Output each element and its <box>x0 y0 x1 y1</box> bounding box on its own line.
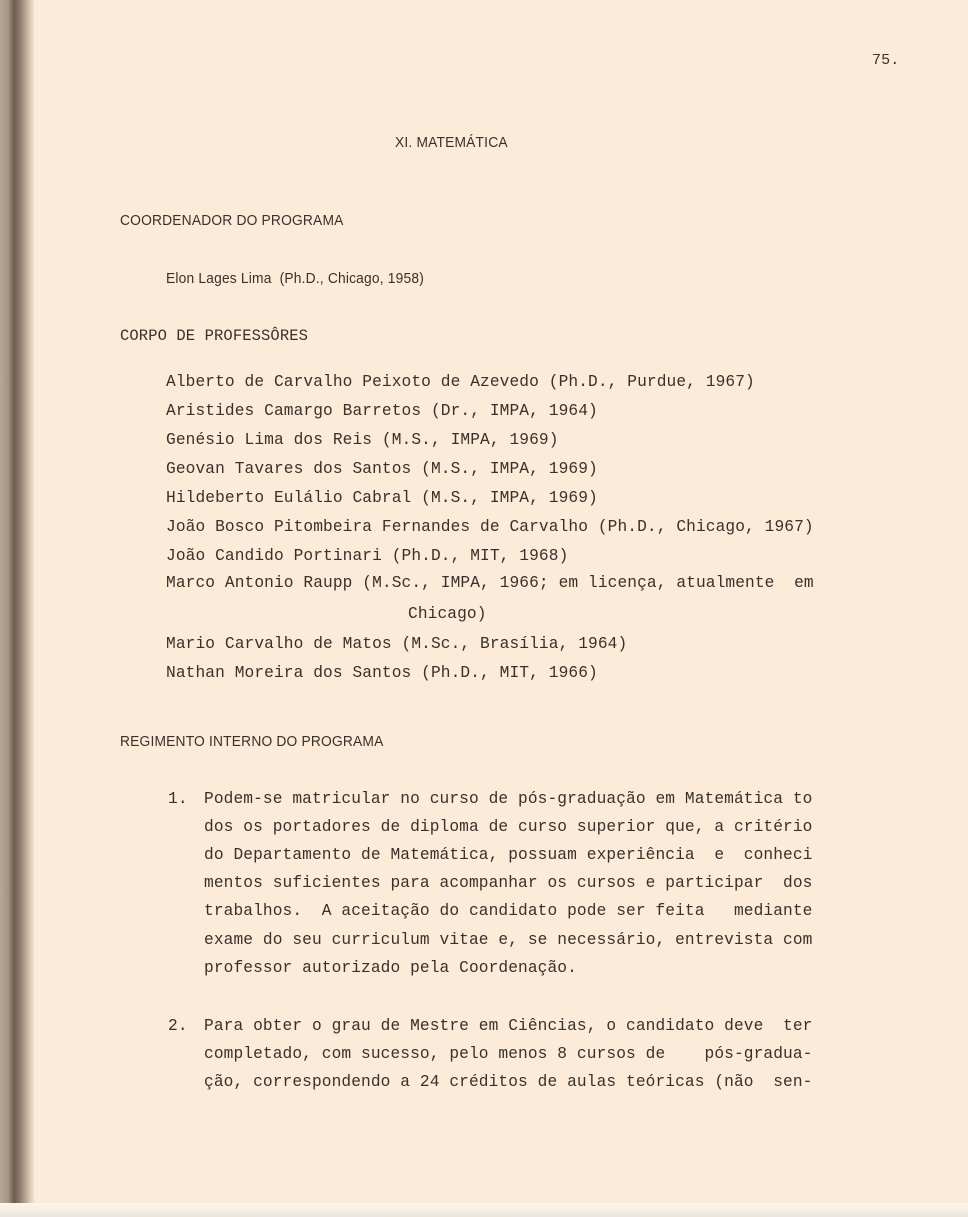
regulation-line: dos os portadores de diploma de curso superior que, a critério <box>204 818 813 836</box>
faculty-member: Genésio Lima dos Reis (M.S., IMPA, 1969) <box>166 431 559 449</box>
regulation-line: completado, com sucesso, pelo menos 8 cursos de pós-gradua- <box>204 1045 813 1063</box>
page-bottom-edge <box>0 1203 968 1217</box>
regulation-line: Para obter o grau de Mestre em Ciências, o candidato deve ter <box>204 1017 813 1035</box>
section-title: XI. MATEMÁTICA <box>395 134 508 151</box>
regulation-line: exame do seu curriculum vitae e, se necessário, entrevista com <box>204 931 813 949</box>
regulation-line: do Departamento de Matemática, possuam experiência e conheci <box>204 846 813 864</box>
regulation-number: 1. <box>168 790 188 808</box>
regulation-line: professor autorizado pela Coordenação. <box>204 959 577 977</box>
faculty-member: João Bosco Pitombeira Fernandes de Carvalho (Ph.D., Chicago, 1967) <box>166 518 814 536</box>
faculty-member: Aristides Camargo Barretos (Dr., IMPA, 1964) <box>166 402 598 420</box>
regulations-heading: REGIMENTO INTERNO DO PROGRAMA <box>120 733 384 750</box>
faculty-member: Marco Antonio Raupp (M.Sc., IMPA, 1966; em licença, atualmente em <box>166 574 814 592</box>
faculty-member: Nathan Moreira dos Santos (Ph.D., MIT, 1966) <box>166 664 598 682</box>
book-binding-shadow <box>0 0 34 1217</box>
faculty-member: João Candido Portinari (Ph.D., MIT, 1968) <box>166 547 569 565</box>
faculty-heading: CORPO DE PROFESSÔRES <box>120 327 309 345</box>
regulation-line: trabalhos. A aceitação do candidato pode ser feita mediante <box>204 902 813 920</box>
regulation-number: 2. <box>168 1017 188 1035</box>
coordinator-heading: COORDENADOR DO PROGRAMA <box>120 212 344 229</box>
page-number: 75. <box>872 52 900 69</box>
faculty-member: Mario Carvalho de Matos (M.Sc., Brasília, 1964) <box>166 635 628 653</box>
coordinator-name: Elon Lages Lima (Ph.D., Chicago, 1958) <box>166 270 425 287</box>
faculty-member: Hildeberto Eulálio Cabral (M.S., IMPA, 1969) <box>166 489 598 507</box>
regulation-line: ção, correspondendo a 24 créditos de aulas teóricas (não sen- <box>204 1073 813 1091</box>
regulation-line: mentos suficientes para acompanhar os cursos e participar dos <box>204 874 813 892</box>
faculty-member-continuation: Chicago) <box>408 605 487 623</box>
regulation-line: Podem-se matricular no curso de pós-graduação em Matemática to <box>204 790 813 808</box>
faculty-member: Geovan Tavares dos Santos (M.S., IMPA, 1969) <box>166 460 598 478</box>
faculty-member: Alberto de Carvalho Peixoto de Azevedo (Ph.D., Purdue, 1967) <box>166 373 755 391</box>
